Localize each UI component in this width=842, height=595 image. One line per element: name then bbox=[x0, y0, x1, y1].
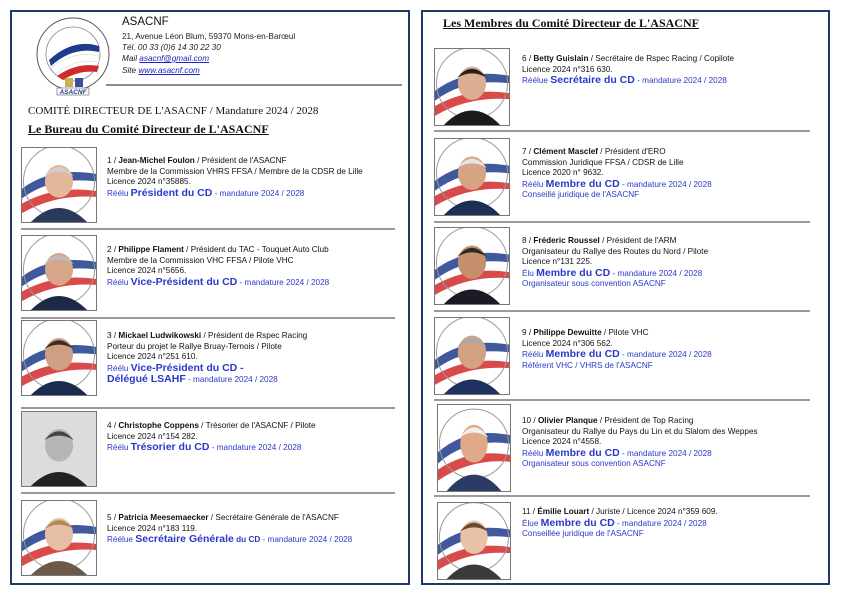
member-detail-line: Licence 2024 n°183 119. bbox=[107, 523, 198, 533]
member-number: 11 / bbox=[522, 507, 538, 516]
member-detail-line: Licence 2024 n°154 282. bbox=[107, 431, 198, 441]
member-cd-title: Membre du CD bbox=[540, 516, 615, 529]
member-cd-title: Membre du CD bbox=[536, 266, 611, 279]
members-title: Les Membres du Comité Directeur de L'ASACNF bbox=[443, 16, 699, 30]
member-name: Christophe Coppens bbox=[118, 421, 199, 430]
member-photo bbox=[21, 147, 97, 223]
member-number: 10 / bbox=[522, 416, 538, 425]
member-entry bbox=[522, 147, 712, 201]
member-heading bbox=[107, 421, 316, 432]
member-entry bbox=[522, 54, 734, 87]
member-name: Philippe Dewuitte bbox=[533, 328, 602, 337]
member-number: 1 / bbox=[107, 156, 119, 165]
member-entry bbox=[107, 331, 307, 386]
member-function: Référent VHC / VHRS de l'ASACNF bbox=[522, 360, 653, 370]
member-mandate: Élue Membre du CD - mandature 2024 / 2028 bbox=[522, 516, 707, 529]
member-function: Conseillée juridique de l'ASACNF bbox=[522, 529, 644, 538]
member-detail-line: Licence 2020 n° 9632. bbox=[522, 168, 604, 177]
member-number: 9 / bbox=[522, 328, 534, 337]
member-name: Mickael Ludwikowski bbox=[118, 331, 202, 340]
left-panel bbox=[10, 10, 410, 585]
member-name: Fréderic Roussel bbox=[533, 236, 600, 245]
member-cd-title: Membre du CD bbox=[545, 177, 620, 190]
member-role: / Secrétaire de Rspec Racing / Copilote bbox=[588, 54, 735, 63]
member-heading bbox=[522, 147, 712, 158]
member-heading bbox=[522, 54, 734, 65]
member-photo bbox=[437, 404, 511, 492]
member-mandate: Réélu Trésorier du CD - mandature 2024 / 2028 bbox=[107, 441, 302, 453]
member-number: 3 / bbox=[107, 331, 119, 340]
member-detail-line: Porteur du projet le Rallye Bruay-Ternois / Pilote bbox=[107, 341, 282, 351]
entry-separator bbox=[21, 228, 395, 230]
entry-separator bbox=[434, 495, 810, 497]
member-role: / Juriste / Licence 2024 n°359 609. bbox=[589, 507, 718, 516]
member-photo bbox=[434, 138, 510, 216]
header-rule bbox=[106, 84, 402, 86]
mail-link[interactable]: asacnf@gmail.com bbox=[139, 54, 210, 63]
member-heading bbox=[107, 331, 307, 342]
member-cd-title: Membre du CD bbox=[545, 446, 620, 459]
member-photo bbox=[21, 411, 97, 487]
member-name: Patricia Meesemaecker bbox=[118, 513, 209, 522]
member-photo bbox=[434, 317, 510, 395]
member-mandate-continued: Délégué LSAHF - mandature 2024 / 2028 bbox=[107, 373, 278, 385]
member-mandate: Élu Membre du CD - mandature 2024 / 2028 bbox=[522, 266, 703, 279]
entry-separator bbox=[434, 130, 810, 132]
entry-separator bbox=[21, 492, 395, 494]
committee-heading: COMITÉ DIRECTEUR DE L'ASACNF / Mandature 2024 / 2028 bbox=[28, 105, 319, 117]
entry-separator bbox=[21, 407, 395, 409]
site-link[interactable]: www.asacnf.com bbox=[138, 66, 200, 75]
member-number: 5 / bbox=[107, 513, 119, 522]
member-cd-title: Secrétaire du CD bbox=[550, 74, 635, 86]
member-role: / Président du TAC - Touquet Auto Club bbox=[183, 245, 329, 254]
member-photo bbox=[434, 48, 510, 126]
member-name: Jean-Michel Foulon bbox=[118, 156, 195, 165]
member-entry bbox=[522, 507, 718, 540]
member-name: Betty Guislain bbox=[533, 54, 589, 63]
member-function: Conseillé juridique de l'ASACNF bbox=[522, 190, 640, 199]
entry-separator bbox=[434, 399, 810, 401]
member-photo bbox=[21, 235, 97, 311]
member-photo bbox=[21, 500, 97, 576]
member-number: 4 / bbox=[107, 421, 119, 430]
member-detail-line: Membre de la Commission VHC FFSA / Pilote VHC bbox=[107, 255, 294, 265]
member-photo bbox=[434, 227, 510, 305]
member-cd-title: Trésorier du CD bbox=[130, 441, 210, 453]
member-heading bbox=[522, 328, 712, 339]
member-name: Philippe Flament bbox=[118, 245, 184, 254]
member-detail-line: Licence 2024 n°5656. bbox=[107, 266, 187, 275]
member-mandate: Réélue Secrétaire du CD - mandature 2024 / 2028 bbox=[522, 74, 727, 86]
member-role: / Pilote VHC bbox=[601, 328, 649, 337]
member-name: Olivier Planque bbox=[537, 416, 598, 425]
org-tel: Tél. 00 33 (0)6 14 30 22 30 bbox=[122, 43, 221, 52]
member-entry bbox=[522, 236, 708, 290]
org-name: ASACNF bbox=[122, 16, 169, 28]
member-function: Organisateur sous convention ASACNF bbox=[522, 279, 666, 288]
right-panel bbox=[421, 10, 830, 585]
member-cd-title: Président du CD bbox=[130, 186, 213, 199]
member-name: Clément Masclef bbox=[533, 147, 599, 156]
member-entry bbox=[107, 156, 363, 199]
member-entry bbox=[107, 421, 316, 454]
member-detail-line: Membre de la Commission VHRS FFSA / Membre de la CDSR de Lille bbox=[107, 166, 363, 176]
member-name: Émilie Louart bbox=[537, 507, 590, 516]
member-heading bbox=[522, 236, 708, 247]
org-address: 21, Avenue Léon Blum, 59370 Mons-en-Barœul bbox=[122, 32, 296, 41]
member-entry bbox=[522, 416, 758, 470]
member-detail-line: Licence 2024 n°316 630. bbox=[522, 64, 613, 74]
svg-text:ASACNF: ASACNF bbox=[59, 89, 87, 96]
member-entry bbox=[522, 328, 712, 371]
member-mandate: Réélu Vice-Président du CD - mandature 2024 / 2028 bbox=[107, 275, 330, 288]
member-number: 7 / bbox=[522, 147, 534, 156]
member-detail-line: Organisateur du Rallye des Routes du Nord / Pilote bbox=[522, 246, 709, 256]
member-detail-line: Licence 2024 n°4558. bbox=[522, 437, 602, 446]
bureau-title: Le Bureau du Comité Directeur de L'ASACNF bbox=[28, 122, 269, 136]
member-cd-title: Membre du CD bbox=[545, 348, 620, 360]
entry-separator bbox=[434, 221, 810, 223]
member-heading bbox=[107, 156, 363, 167]
member-mandate: Réélue Secrétaire Générale du CD - mandature 2024 / 2028 bbox=[107, 533, 353, 545]
member-mandate: Réélu Membre du CD - mandature 2024 / 2028 bbox=[522, 177, 712, 190]
member-photo bbox=[437, 502, 511, 580]
member-role: / Président de Top Racing bbox=[597, 416, 694, 425]
member-photo bbox=[21, 320, 97, 396]
asacnf-logo bbox=[33, 16, 113, 96]
member-cd-title: Vice-Président du CD bbox=[130, 275, 238, 288]
member-role: / Président de l'ARM bbox=[599, 236, 677, 245]
entry-separator bbox=[434, 310, 810, 312]
member-detail-line: Organisateur du Rallye du Pays du Lin et du Slalom des Weppes bbox=[522, 426, 758, 436]
member-mandate: Réélu Vice-Président du CD - bbox=[107, 361, 244, 374]
member-detail-line: Licence 2024 n°251 610. bbox=[107, 352, 198, 361]
member-cd-title: Secrétaire Générale bbox=[135, 533, 234, 545]
member-number: 6 / bbox=[522, 54, 534, 63]
entry-separator bbox=[21, 317, 395, 319]
member-entry bbox=[107, 513, 352, 546]
member-heading bbox=[522, 416, 758, 427]
member-cd-title: Vice-Président du CD - bbox=[130, 361, 244, 374]
member-role: / Président de l'ASACNF bbox=[194, 156, 287, 165]
org-site: Site www.asacnf.com bbox=[122, 66, 200, 75]
member-entry bbox=[107, 245, 329, 288]
org-mail: Mail asacnf@gmail.com bbox=[122, 54, 210, 63]
member-detail-line: Commission Juridique FFSA / CDSR de Lille bbox=[522, 157, 684, 167]
member-role: / Secrétaire Générale de l'ASACNF bbox=[208, 513, 339, 522]
member-detail-line: Licence n°131 225. bbox=[522, 257, 593, 266]
member-heading bbox=[107, 245, 329, 256]
member-number: 8 / bbox=[522, 236, 534, 245]
member-mandate: Réélu Président du CD - mandature 2024 / 2028 bbox=[107, 186, 305, 199]
member-mandate: Réélu Membre du CD - mandature 2024 / 2028 bbox=[522, 348, 712, 360]
member-mandate: Réélu Membre du CD - mandature 2024 / 2028 bbox=[522, 446, 712, 459]
member-detail-line: Licence 2024 n°35885. bbox=[107, 177, 191, 186]
member-role: / Président d'ERO bbox=[598, 147, 666, 156]
member-role: / Trésorier de l'ASACNF / Pilote bbox=[198, 421, 316, 430]
member-number: 2 / bbox=[107, 245, 119, 254]
member-detail-line: Licence 2024 n°306 562. bbox=[522, 338, 613, 348]
member-function: Organisateur sous convention ASACNF bbox=[522, 459, 666, 468]
member-role: / Président de Rspec Racing bbox=[201, 331, 308, 340]
member-heading bbox=[107, 513, 352, 524]
